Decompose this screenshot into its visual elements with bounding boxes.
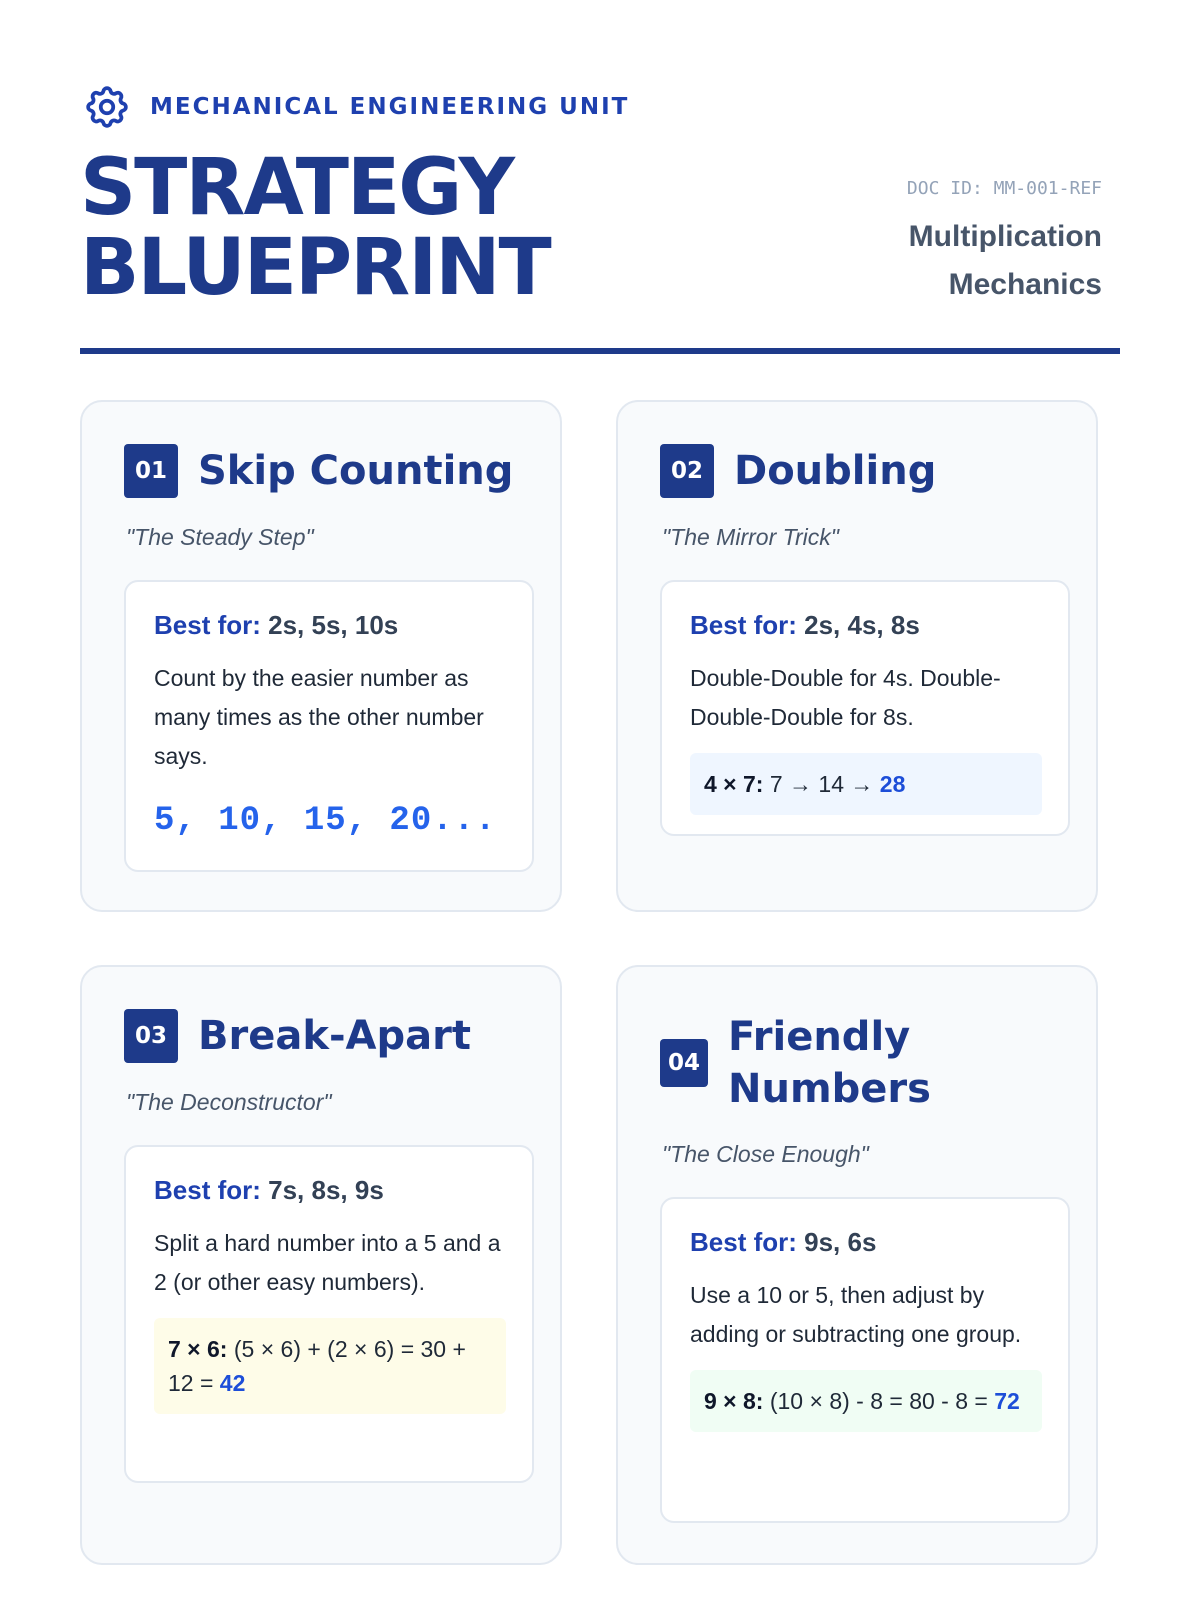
card-description: Use a 10 or 5, then adjust by adding or subtracting one group.	[690, 1282, 1022, 1347]
card-number-badge: 03	[124, 1009, 178, 1063]
page-title-line-2: BLUEPRINT	[80, 223, 550, 313]
card-title: Friendly Numbers	[728, 1014, 931, 1112]
card-detail-box	[660, 1197, 1070, 1523]
strategy-card-skip-counting	[80, 400, 562, 912]
worked-example	[690, 753, 1042, 815]
card-header	[124, 444, 513, 498]
card-nickname: "The Close Enough"	[662, 1141, 869, 1167]
card-title: Doubling	[734, 448, 937, 494]
best-for-label: Best for:	[154, 610, 261, 640]
card-number-badge: 02	[660, 444, 714, 498]
best-for-value: 2s, 5s, 10s	[268, 610, 399, 640]
card-number-badge: 01	[124, 444, 178, 498]
example-equation: 9 × 8:	[704, 1388, 764, 1414]
unit-label: MECHANICAL ENGINEERING UNIT	[150, 94, 630, 120]
card-description: Count by the easier number as many times as the other number says.	[154, 665, 484, 769]
example-result: 28	[879, 771, 906, 797]
example-equation: 4 × 7:	[704, 771, 764, 797]
card-nickname: "The Steady Step"	[126, 524, 314, 550]
skip-sequence: 5, 10, 15, 20...	[154, 802, 497, 840]
best-for-label: Best for:	[690, 610, 797, 640]
card-detail-box	[124, 1145, 534, 1483]
unit-header	[82, 82, 629, 132]
example-result: 42	[219, 1370, 246, 1396]
card-title: Break-Apart	[198, 1013, 471, 1059]
best-for-label: Best for:	[690, 1227, 797, 1257]
example-work: (10 × 8) - 8 = 80 - 8 =	[769, 1388, 988, 1414]
gear-icon	[82, 82, 132, 132]
page-title-line-1: STRATEGY	[80, 143, 514, 233]
card-number-badge: 04	[660, 1039, 708, 1087]
card-header	[124, 1009, 471, 1063]
best-for	[690, 1227, 1042, 1258]
best-for-label: Best for:	[154, 1175, 261, 1205]
strategy-card-break-apart	[80, 965, 562, 1565]
example-work: 7 → 14 →	[769, 771, 874, 797]
best-for	[154, 1175, 506, 1206]
card-detail-box	[660, 580, 1070, 836]
page-title	[80, 143, 550, 313]
header-divider	[80, 348, 1120, 354]
strategy-card-doubling	[616, 400, 1098, 912]
doc-id: DOC ID: MM-001-REF	[906, 178, 1102, 199]
card-nickname: "The Mirror Trick"	[662, 524, 839, 550]
best-for	[154, 610, 506, 641]
card-nickname: "The Deconstructor"	[126, 1089, 332, 1115]
best-for-value: 9s, 6s	[804, 1227, 877, 1257]
card-title: Skip Counting	[198, 448, 514, 494]
doc-meta	[862, 178, 1102, 309]
best-for-value: 7s, 8s, 9s	[268, 1175, 384, 1205]
worked-example	[690, 1370, 1042, 1432]
card-description: Double-Double for 4s. Double-Double-Double for 8s.	[690, 665, 1001, 730]
example-work: (5 × 6) + (2 × 6) = 30 + 12 =	[168, 1336, 466, 1396]
card-header	[660, 444, 936, 498]
example-equation: 7 × 6:	[168, 1336, 228, 1362]
doc-subtitle: Multiplication Mechanics	[908, 220, 1102, 301]
card-detail-box	[124, 580, 534, 872]
best-for-value: 2s, 4s, 8s	[804, 610, 920, 640]
best-for	[690, 610, 1042, 641]
worked-example	[154, 1318, 506, 1414]
card-header	[660, 1011, 958, 1115]
example-result: 72	[994, 1388, 1020, 1414]
card-description: Split a hard number into a 5 and a 2 (or other easy numbers).	[154, 1230, 501, 1295]
strategy-card-friendly-numbers	[616, 965, 1098, 1565]
